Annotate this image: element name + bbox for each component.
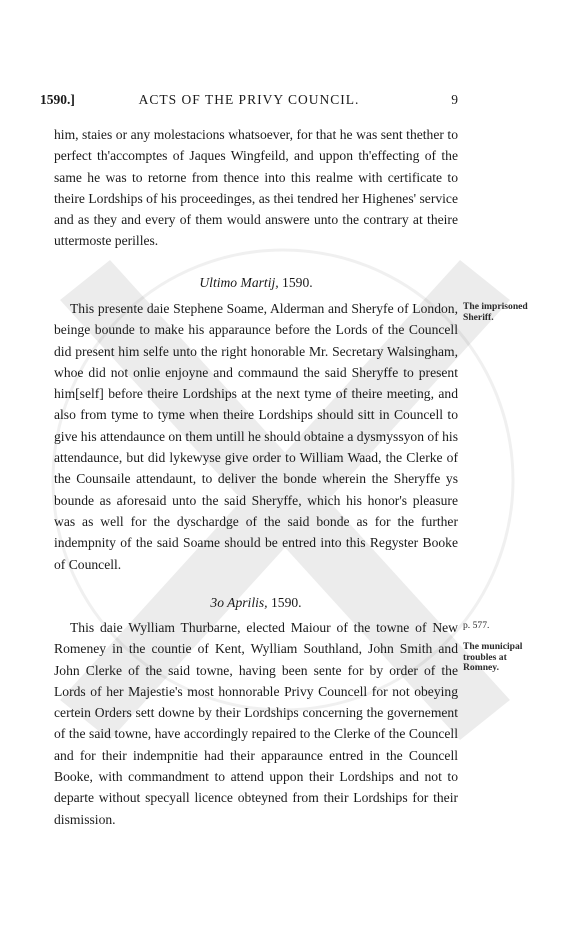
header-title: ACTS OF THE PRIVY COUNCIL. [138,92,360,107]
margin-note-romney: The municipal troubles at Romney. [463,641,523,673]
paragraph-1 [54,124,458,252]
paragraph-3 [54,617,458,830]
paragraph-3-text: This daie Wylliam Thurbarne, elected Maiour of the towne of New Romeney in the countie of Kent, Wylliam Southland, John Smith and John Clerke of the said towne, having been sente for by order of the Lords of her Majestie's most honnorable Privy Councell for not obeying certein Orders sett downe by their Lordships concerning the governement of the said towne, have accordingly repaired to the Clerke of the Councell and for their indempnitie had their apparaunce entred in the Councell Booke, with commandment to attend uppon their Lordships and not to departe without specyall licence obteyned from their Lordships for their dismission. [54,620,458,827]
date-heading-2-day: 3o Aprilis, [210,595,268,610]
header-year: 1590.] [40,92,75,107]
paragraph-1-text: him, staies or any molestacions whatsoever, for that he was sent thether to perfect th'accomptes of Jaques Wingfeild, and uppon th'effecting of the same he was to retorne from thence into this realme with certificate to theire Lordships of his proceedinges, as thei tendred her Highenes' service and as they and every of them would answere unto the contrary at theire uttermoste perilles. [54,127,458,249]
running-header [40,92,458,112]
page-number: 9 [451,92,458,107]
margin-note-sheriff: The imprisoned Sheriff. [463,301,528,323]
date-heading-2-year: 1590. [267,595,302,610]
date-heading-1-year: 1590. [278,275,313,290]
date-heading-1-day: Ultimo Martij, [199,275,279,290]
paragraph-2-text: This presente daie Stephene Soame, Alderman and Sheryfe of London, beinge bounde to make his apparaunce before the Lords of the Councell did present him selfe unto the right honorable Mr. Secretary Walsingham, whoe did not onlie enjoyne and commaund the said Sheryffe to present him[self] before theire Lordships at the next tyme of theire meeting, and also from tyme to tyme when theire Lordships should sitt in Councell to give his attendaunce on them untill he should obtaine a dysmyssyon of his attendaunce, but did lykewyse give order to William Waad, the Clerke of the Counsaile attendaunt, to deliver the bonde wherein the Sheryffe ys bounde as aforesaid unto the said Sheryffe, which his honor's pleasure was as well for the dyschardge of the said bonde as for the further indempnity of the said Soame should be entred into this Regyster Booke of Councell. [54,301,458,572]
paragraph-2 [54,298,458,575]
date-heading-1 [54,275,458,291]
date-heading-2 [54,595,458,611]
margin-page-reference: p. 577. [463,620,490,631]
